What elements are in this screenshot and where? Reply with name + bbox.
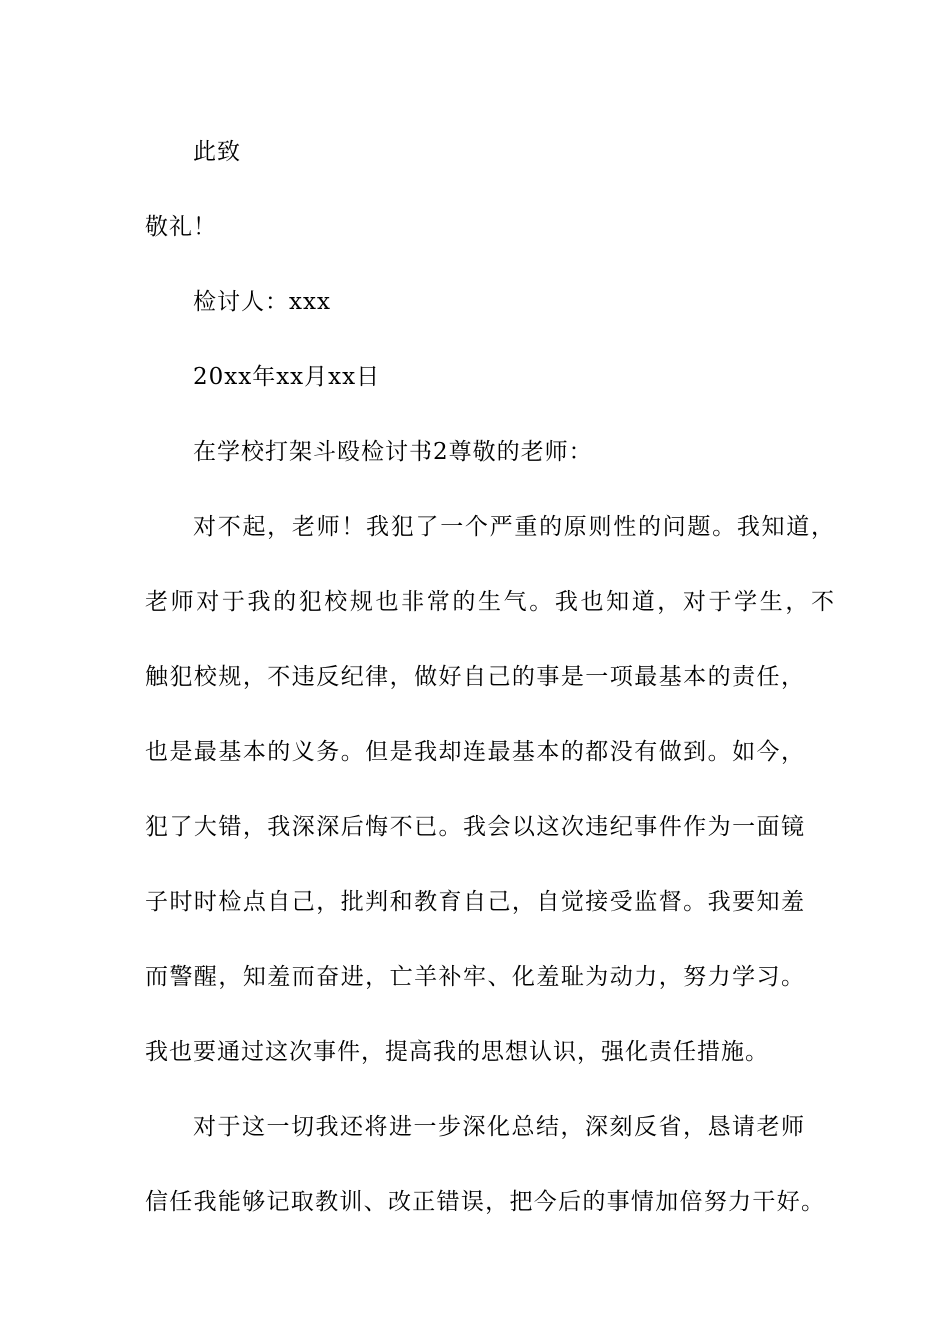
paragraph-line: 对于这一切我还将进一步深化总结，深刻反省，恳请老师 <box>193 1114 805 1140</box>
paragraph-2 <box>145 1107 835 1257</box>
paragraph-line: 子时时检点自己，批判和教育自己，自觉接受监督。我要知羞 <box>145 889 805 915</box>
section-title: 在学校打架斗殴检讨书2尊敬的老师： <box>193 439 593 465</box>
letter-body <box>145 132 835 1257</box>
paragraph-line: 也是最基本的义务。但是我却连最基本的都没有做到。如今， <box>145 739 805 765</box>
paragraph-1 <box>145 507 835 1107</box>
paragraph-line: 信任我能够记取教训、改正错误，把今后的事情加倍努力干好。 <box>145 1189 825 1215</box>
closing-salutation: 此致 <box>193 139 241 165</box>
signer-line: 检讨人：xxx <box>193 289 331 315</box>
paragraph-line: 犯了大错，我深深后悔不已。我会以这次违纪事件作为一面镜 <box>145 814 805 840</box>
closing-regards: 敬礼！ <box>145 214 217 240</box>
paragraph-line: 触犯校规，不违反纪律，做好自己的事是一项最基本的责任， <box>145 664 805 690</box>
date-line: 20xx年xx月xx日 <box>193 364 381 390</box>
paragraph-line: 老师对于我的犯校规也非常的生气。我也知道，对于学生，不 <box>145 589 835 615</box>
paragraph-line: 我也要通过这次事件，提高我的思想认识，强化责任措施。 <box>145 1039 769 1065</box>
paragraph-line: 对不起，老师！我犯了一个严重的原则性的问题。我知道， <box>193 514 835 540</box>
paragraph-line: 而警醒，知羞而奋进，亡羊补牢、化羞耻为动力，努力学习。 <box>145 964 805 990</box>
